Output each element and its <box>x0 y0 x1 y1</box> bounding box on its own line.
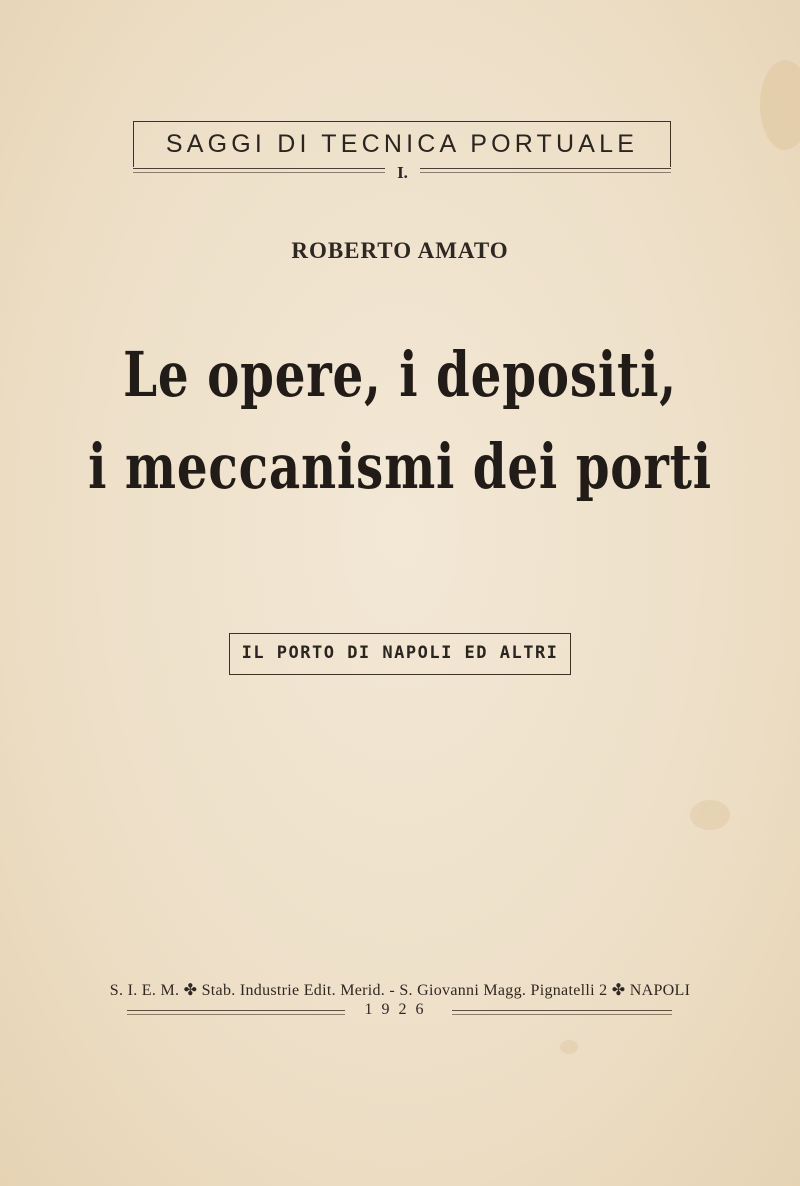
series-rule-left <box>133 168 385 169</box>
publisher-imprint: S. I. E. M. ✤ Stab. Industrie Edit. Merid. - S. Giovanni Magg. Pignatelli 2 ✤ NAPOLI <box>109 982 691 999</box>
series-title: SAGGI DI TECNICA PORTUALE <box>165 130 639 158</box>
imprint-rule-left <box>127 1010 345 1011</box>
subtitle-frame <box>229 633 571 675</box>
book-title-line-2: i meccanismi dei porti <box>88 430 712 503</box>
book-title-line-1: Le opere, i depositi, <box>123 338 677 411</box>
series-frame <box>133 121 671 167</box>
subtitle: IL PORTO DI NAPOLI ED ALTRI <box>241 643 559 663</box>
author-name: ROBERTO AMATO <box>291 238 509 263</box>
imprint-rule-right <box>452 1010 672 1011</box>
series-rule-right <box>420 168 671 169</box>
paper-stain <box>690 800 730 830</box>
paper-stain <box>760 60 800 150</box>
publication-year: 1926 <box>364 1001 433 1018</box>
series-number: I. <box>397 163 408 182</box>
paper-stain <box>560 1040 578 1054</box>
